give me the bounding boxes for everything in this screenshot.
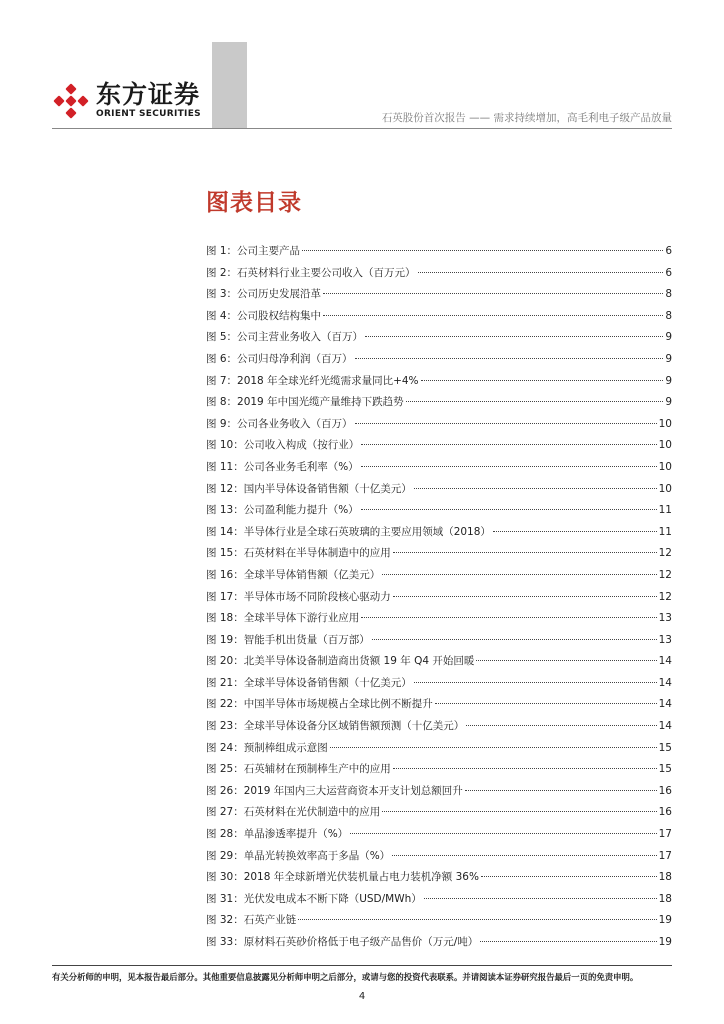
toc-entry-page: 15 (658, 741, 672, 754)
toc-entry-label: 图 27：石英材料在光伏制造中的应用 (206, 806, 381, 819)
logo-english-name: ORIENT SECURITIES (96, 109, 201, 119)
toc-entry-page: 8 (665, 309, 672, 322)
toc-entry-page: 12 (658, 590, 672, 603)
toc-entry-label: 图 28：单晶渗透率提升（%） (206, 828, 349, 841)
toc-dot-leader (350, 833, 656, 834)
toc-dot-leader (418, 272, 664, 273)
logo-chinese-name: 东方证券 (96, 80, 201, 109)
toc-entry-page: 18 (658, 871, 672, 884)
toc-dot-leader (361, 509, 657, 510)
toc-entry[interactable] (206, 891, 672, 913)
toc-entry-page: 10 (658, 482, 672, 495)
toc-entry[interactable] (206, 351, 672, 373)
toc-entry-label: 图 7：2018 年全球光纤光缆需求量同比+4% (206, 374, 419, 387)
toc-entry[interactable] (206, 567, 672, 589)
toc-entry-label: 图 15：石英材料在半导体制造中的应用 (206, 547, 391, 560)
report-header-title: 石英股份首次报告 —— 需求持续增加，高毛利电子级产品放量 (381, 112, 672, 124)
toc-entry[interactable] (206, 740, 672, 762)
page-number: 4 (358, 991, 366, 1002)
toc-title: 图表目录 (206, 190, 302, 216)
toc-entry-page: 6 (665, 245, 672, 257)
header-gray-bar (212, 42, 247, 128)
toc-entry-label: 图 29：单晶光转换效率高于多晶（%） (206, 849, 391, 862)
toc-entry-label: 图 11：公司各业务毛利率（%） (206, 460, 359, 473)
toc-entry-page: 10 (658, 417, 672, 430)
toc-entry[interactable] (206, 545, 672, 567)
logo-text (96, 82, 201, 120)
toc-list (206, 243, 672, 956)
toc-entry-page: 17 (658, 828, 672, 841)
toc-dot-leader (393, 552, 657, 553)
toc-entry-page: 10 (658, 439, 672, 452)
toc-entry-label: 图 2：石英材料行业主要公司收入（百万元） (206, 266, 416, 279)
toc-entry-page: 14 (658, 655, 672, 668)
toc-entry[interactable] (206, 308, 672, 330)
toc-entry[interactable] (206, 934, 672, 956)
toc-entry[interactable] (206, 783, 672, 805)
toc-entry-page: 9 (665, 331, 672, 344)
toc-entry-label: 图 19：智能手机出货量（百万部） (206, 633, 370, 646)
toc-entry-label: 图 31：光伏发电成本不断下降（USD/MWh） (206, 892, 422, 905)
toc-dot-leader (302, 250, 663, 251)
toc-entry-page: 11 (658, 504, 672, 517)
toc-entry-label: 图 17：半导体市场不同阶段核心驱动力 (206, 590, 391, 603)
toc-entry[interactable] (206, 373, 672, 395)
toc-entry-page: 9 (665, 374, 672, 387)
toc-dot-leader (361, 466, 657, 467)
toc-dot-leader (298, 919, 656, 920)
toc-dot-leader (435, 703, 657, 704)
toc-entry-page: 17 (658, 849, 672, 862)
toc-entry[interactable] (206, 265, 672, 287)
toc-dot-leader (414, 488, 657, 489)
toc-entry[interactable] (206, 653, 672, 675)
toc-entry-label: 图 23：全球半导体设备分区域销售额预测（十亿美元） (206, 720, 465, 733)
toc-entry[interactable] (206, 610, 672, 632)
toc-entry[interactable] (206, 848, 672, 870)
toc-dot-leader (414, 682, 657, 683)
toc-entry[interactable] (206, 416, 672, 438)
toc-entry[interactable] (206, 394, 672, 416)
toc-entry[interactable] (206, 804, 672, 826)
toc-entry[interactable] (206, 826, 672, 848)
toc-entry-label: 图 18：全球半导体下游行业应用 (206, 612, 360, 625)
toc-entry-label: 图 10：公司收入构成（按行业） (206, 439, 360, 452)
toc-entry[interactable] (206, 502, 672, 524)
toc-entry-label: 图 26：2019 年国内三大运营商资本开支计划总额回升 (206, 784, 463, 797)
toc-entry-label: 图 8：2019 年中国光缆产量维持下跌趋势 (206, 396, 404, 409)
toc-entry-label: 图 1：公司主要产品 (206, 245, 301, 257)
toc-entry[interactable] (206, 675, 672, 697)
toc-entry[interactable] (206, 437, 672, 459)
toc-entry-label: 图 33：原材料石英砂价格低于电子级产品售价（万元/吨） (206, 936, 479, 948)
toc-entry-page: 19 (658, 936, 672, 948)
toc-entry-page: 13 (658, 633, 672, 646)
toc-entry-page: 14 (658, 720, 672, 733)
toc-entry-page: 18 (658, 892, 672, 905)
toc-entry[interactable] (206, 718, 672, 740)
toc-entry-page: 14 (658, 676, 672, 689)
toc-entry-page: 12 (658, 547, 672, 560)
toc-entry-page: 16 (658, 784, 672, 797)
toc-entry-page: 14 (658, 698, 672, 711)
toc-dot-leader (330, 747, 657, 748)
toc-dot-leader (393, 596, 657, 597)
toc-entry[interactable] (206, 589, 672, 611)
header-divider (52, 128, 672, 129)
toc-entry[interactable] (206, 243, 672, 265)
toc-dot-leader (382, 811, 656, 812)
toc-entry[interactable] (206, 761, 672, 783)
toc-entry-label: 图 12：国内半导体设备销售额（十亿美元） (206, 482, 412, 495)
toc-entry[interactable] (206, 329, 672, 351)
toc-dot-leader (361, 444, 656, 445)
toc-entry-label: 图 9：公司各业务收入（百万） (206, 417, 353, 430)
toc-dot-leader (382, 574, 656, 575)
toc-dot-leader (323, 315, 663, 316)
toc-entry-label: 图 3：公司历史发展沿革 (206, 288, 322, 301)
toc-entry-label: 图 30：2018 年全球新增光伏装机量占电力装机净额 36% (206, 871, 479, 884)
toc-entry-page: 10 (658, 460, 672, 473)
toc-entry[interactable] (206, 696, 672, 718)
toc-entry-page: 8 (665, 288, 672, 301)
toc-entry-page: 11 (658, 525, 672, 538)
toc-entry-label: 图 6：公司归母净利润（百万） (206, 352, 353, 365)
toc-entry[interactable] (206, 524, 672, 546)
toc-entry-label: 图 25：石英辅材在预制棒生产中的应用 (206, 763, 391, 776)
toc-dot-leader (355, 423, 657, 424)
toc-dot-leader (465, 790, 657, 791)
toc-entry[interactable] (206, 481, 672, 503)
footer-divider (52, 965, 672, 966)
toc-entry-page: 16 (658, 806, 672, 819)
toc-entry[interactable] (206, 912, 672, 934)
toc-entry-page: 19 (658, 914, 672, 927)
toc-dot-leader (365, 336, 663, 337)
toc-entry[interactable] (206, 286, 672, 308)
company-logo (52, 82, 201, 120)
toc-entry-label: 图 32：石英产业链 (206, 914, 297, 927)
toc-entry-label: 图 4：公司股权结构集中 (206, 309, 322, 322)
toc-dot-leader (466, 725, 656, 726)
toc-entry-label: 图 13：公司盈利能力提升（%） (206, 504, 359, 517)
toc-entry-page: 15 (658, 763, 672, 776)
toc-entry-label: 图 16：全球半导体销售额（亿美元） (206, 568, 381, 581)
toc-dot-leader (372, 639, 657, 640)
toc-entry[interactable] (206, 459, 672, 481)
toc-dot-leader (355, 358, 664, 359)
toc-dot-leader (424, 898, 657, 899)
toc-entry-page: 9 (665, 396, 672, 409)
toc-entry-page: 6 (665, 266, 672, 279)
footer-disclaimer: 有关分析师的申明，见本报告最后部分。其他重要信息披露见分析师申明之后部分，或请与您的投资代表联系。并请阅读本证券研究报告最后一页的免责申明。 (52, 972, 639, 982)
toc-dot-leader (406, 401, 664, 402)
toc-entry[interactable] (206, 632, 672, 654)
toc-dot-leader (361, 617, 656, 618)
toc-dot-leader (481, 876, 657, 877)
toc-entry-page: 12 (658, 568, 672, 581)
toc-entry-label: 图 5：公司主营业务收入（百万） (206, 331, 364, 344)
toc-dot-leader (323, 293, 663, 294)
toc-dot-leader (393, 768, 657, 769)
toc-entry-label: 图 22：中国半导体市场规模占全球比例不断提升 (206, 698, 433, 711)
toc-dot-leader (476, 660, 656, 661)
toc-dot-leader (392, 855, 656, 856)
toc-entry-label: 图 14：半导体行业是全球石英玻璃的主要应用领域（2018） (206, 525, 491, 538)
toc-entry-label: 图 20：北美半导体设备制造商出货额 19 年 Q4 开始回暖 (206, 655, 475, 668)
toc-dot-leader (421, 380, 664, 381)
toc-entry-page: 9 (665, 352, 672, 365)
orient-securities-logo-icon (52, 82, 90, 120)
toc-entry[interactable] (206, 869, 672, 891)
toc-dot-leader (493, 531, 657, 532)
toc-entry-page: 13 (658, 612, 672, 625)
toc-dot-leader (480, 941, 656, 942)
toc-entry-label: 图 24：预制棒组成示意图 (206, 741, 328, 754)
toc-entry-label: 图 21：全球半导体设备销售额（十亿美元） (206, 676, 412, 689)
